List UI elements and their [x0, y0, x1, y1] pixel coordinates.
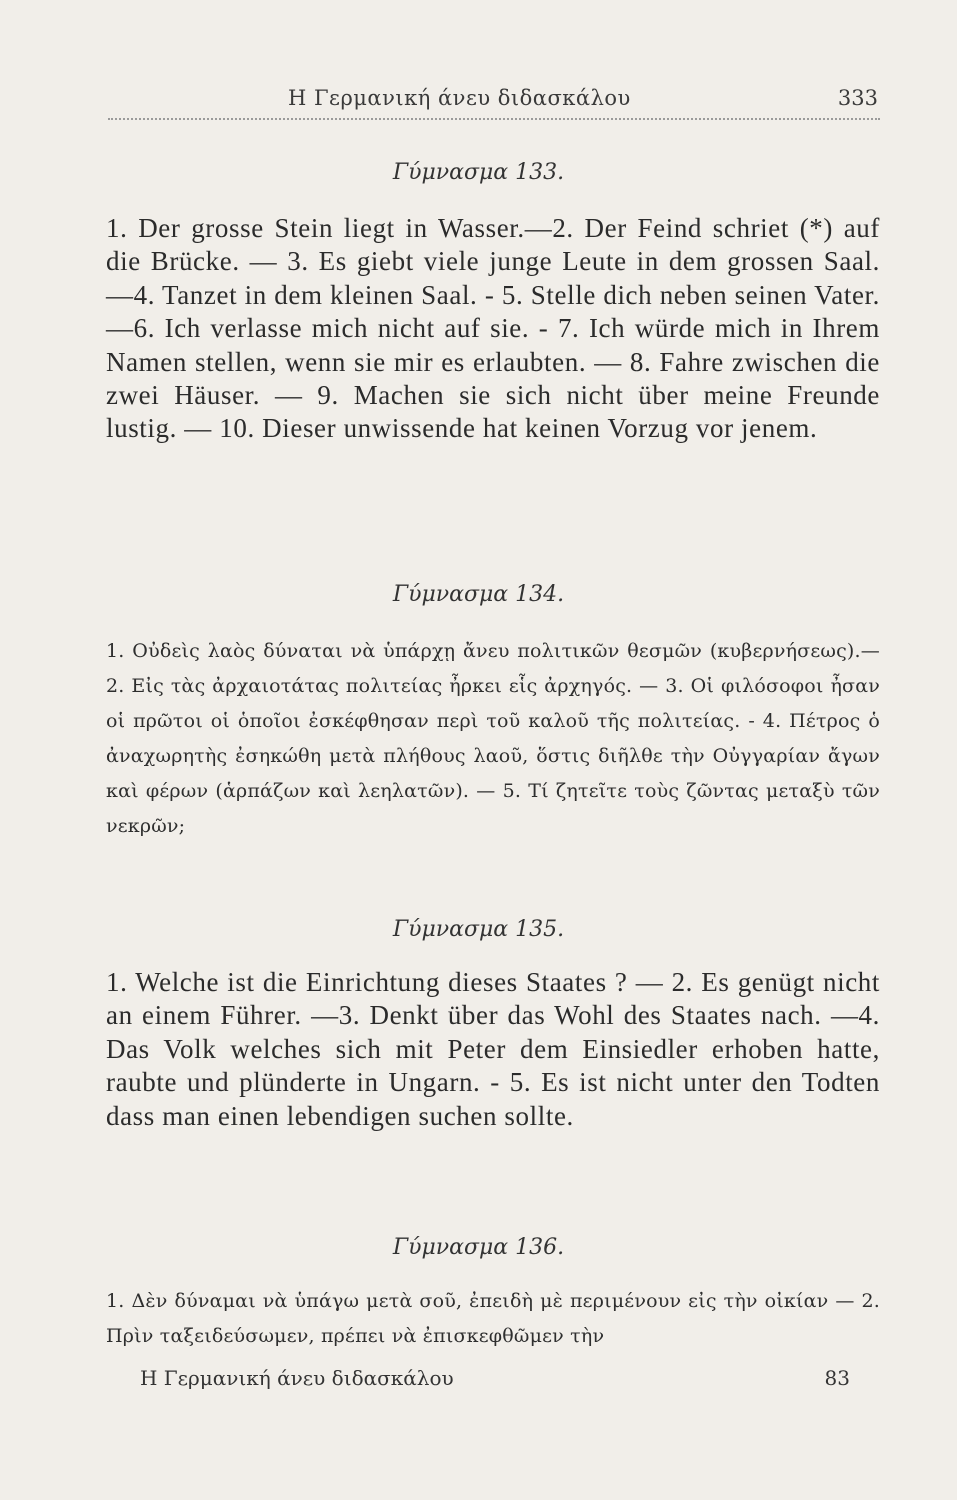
exercise-heading-135: Γύμνασμα 135.: [392, 917, 565, 942]
exercise-text-135: 1. Welche ist die Einrichtung dieses Staates ? — 2. Es genügt nicht an einem Führer. —3. Denkt über das Wohl des Staates nach. —4. Das Volk welches sich mit Peter dem Einsiedler erhoben hatte, raubte und plünderte in Ungarn. - 5. Es ist nicht unter den Todten dass man einen lebendigen suchen sollte.: [106, 967, 880, 1131]
exercise-heading-133: Γύμνασμα 133.: [392, 160, 565, 185]
exercise-heading-136: Γύμνασμα 136.: [392, 1235, 565, 1260]
footer-signature: Η Γερμανική άνευ διδασκάλου: [140, 1366, 454, 1390]
exercise-text-133: 1. Der grosse Stein liegt in Wasser.—2. Der Feind schriet (*) auf die Brücke. — 3. Es giebt viele junge Leute in dem grossen Saal. —4. Tanzet in dem kleinen Saal. - 5. Stelle dich neben seinen Vater. —6. Ich verlasse mich nicht auf sie. - 7. Ich würde mich in Ihrem Namen stellen, wenn sie mir es erlaubten. — 8. Fahre zwischen die zwei Häuser. — 9. Machen sie sich nicht über meine Freunde lustig. — 10. Dieser unwissende hat keinen Vorzug vor jenem.: [106, 213, 880, 444]
exercise-text-134: 1. Οὐδεὶς λαὸς δύναται νὰ ὑπάρχῃ ἄνευ πολιτικῶν θεσμῶν (κυβερνήσεως).—2. Εἰς τὰς ἀρχαιοτάτας πολιτείας ἦρκει εἷς ἀρχηγός. — 3. Οἱ φιλόσοφοι ἦσαν οἱ πρῶτοι οἱ ὁποῖοι ἐσκέφθησαν περὶ τοῦ καλοῦ τῆς πολιτείας. - 4. Πέτρος ὁ ἀναχωρητὴς ἐσηκώθη μετὰ πλήθους λαοῦ, ὅστις διῆλθε τὴν Οὐγγαρίαν ἄγων καὶ φέρων (ἁρπάζων καὶ λεηλατῶν). — 5. Τί ζητεῖτε τοὺς ζῶντας μεταξὺ τῶν νεκρῶν;: [106, 640, 880, 837]
running-title: Η Γερμανική άνευ διδασκάλου: [288, 86, 631, 110]
page-number: 333: [837, 86, 878, 110]
exercise-heading-134: Γύμνασμα 134.: [392, 582, 565, 607]
footer-sheet-number: 83: [824, 1366, 850, 1390]
exercise-text-136: 1. Δὲν δύναμαι νὰ ὑπάγω μετὰ σοῦ, ἐπειδὴ μὲ περιμένουν εἰς τὴν οἰκίαν — 2. Πρὶν ταξειδεύσωμεν, πρέπει νὰ ἐπισκεφθῶμεν τὴν: [106, 1290, 880, 1347]
header-rule: [108, 118, 880, 120]
